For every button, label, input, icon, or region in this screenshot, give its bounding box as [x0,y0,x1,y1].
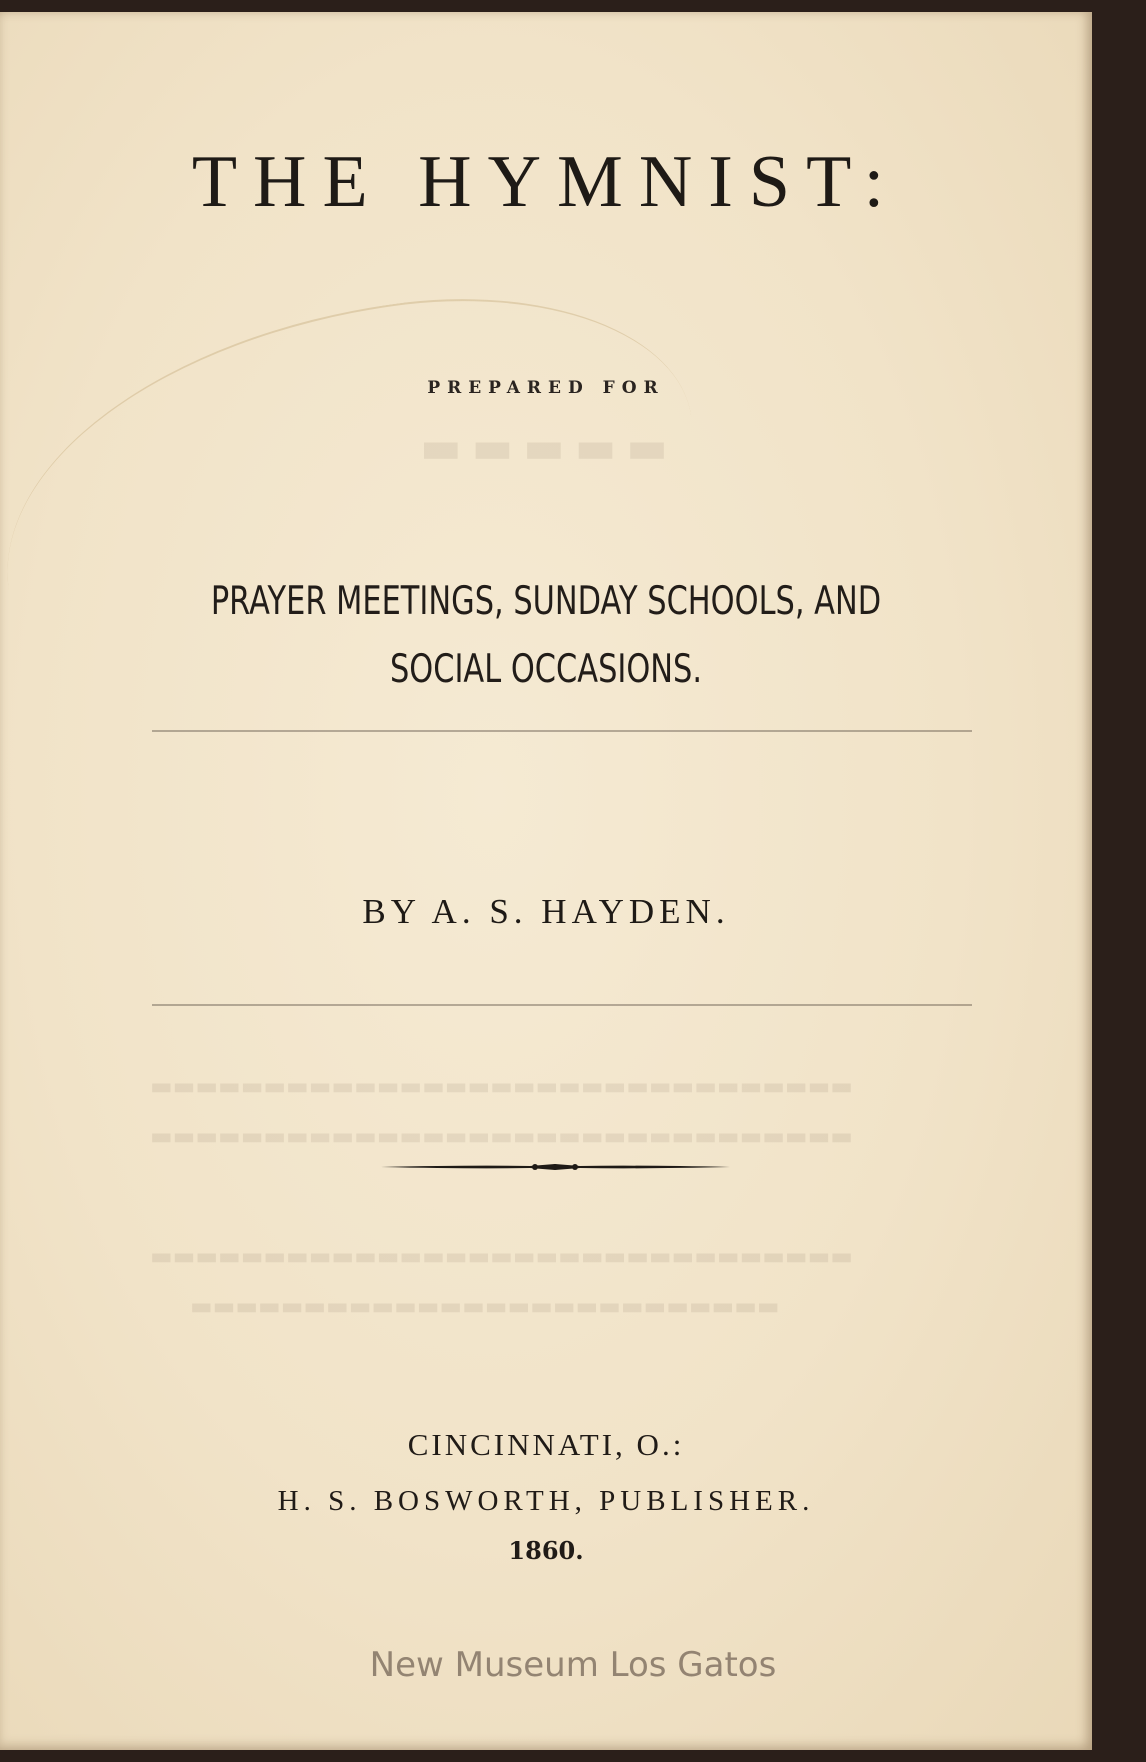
book-page [0,12,1092,1750]
book-title: THE HYMNIST: [191,141,901,223]
subtitle-line-1: PRAYER MEETINGS, SUNDAY SCHOOLS, AND [210,579,882,624]
bleed-through-mark: ▬▬▬▬▬▬▬▬▬▬▬▬▬▬▬▬▬▬▬▬▬▬▬▬▬▬ [190,1292,780,1320]
bleed-through-mark: ▬▬▬▬▬▬▬▬▬▬▬▬▬▬▬▬▬▬▬▬▬▬▬▬▬▬▬▬▬▬▬ [150,1242,853,1270]
ornament-rule [380,1162,730,1172]
bleed-through-mark: ▬▬▬▬▬ [420,422,678,473]
bleed-through-mark: ▬▬▬▬▬▬▬▬▬▬▬▬▬▬▬▬▬▬▬▬▬▬▬▬▬▬▬▬▬▬▬ [150,1072,853,1100]
publisher-city: CINCINNATI, O.: [407,1427,685,1462]
author-line: BY A. S. HAYDEN. [362,892,730,931]
bleed-rule-bottom [152,1004,972,1006]
publication-year: 1860. [508,1536,584,1565]
bleed-rule-top [152,730,972,732]
publisher-name: H. S. BOSWORTH, PUBLISHER. [277,1485,815,1517]
subtitle-line-2: SOCIAL OCCASIONS. [389,647,703,692]
prepared-for-line: PREPARED FOR [427,378,665,398]
museum-watermark: New Museum Los Gatos [369,1645,777,1685]
bleed-through-mark: ▬▬▬▬▬▬▬▬▬▬▬▬▬▬▬▬▬▬▬▬▬▬▬▬▬▬▬▬▬▬▬ [150,1122,853,1150]
subtitle [120,568,972,704]
